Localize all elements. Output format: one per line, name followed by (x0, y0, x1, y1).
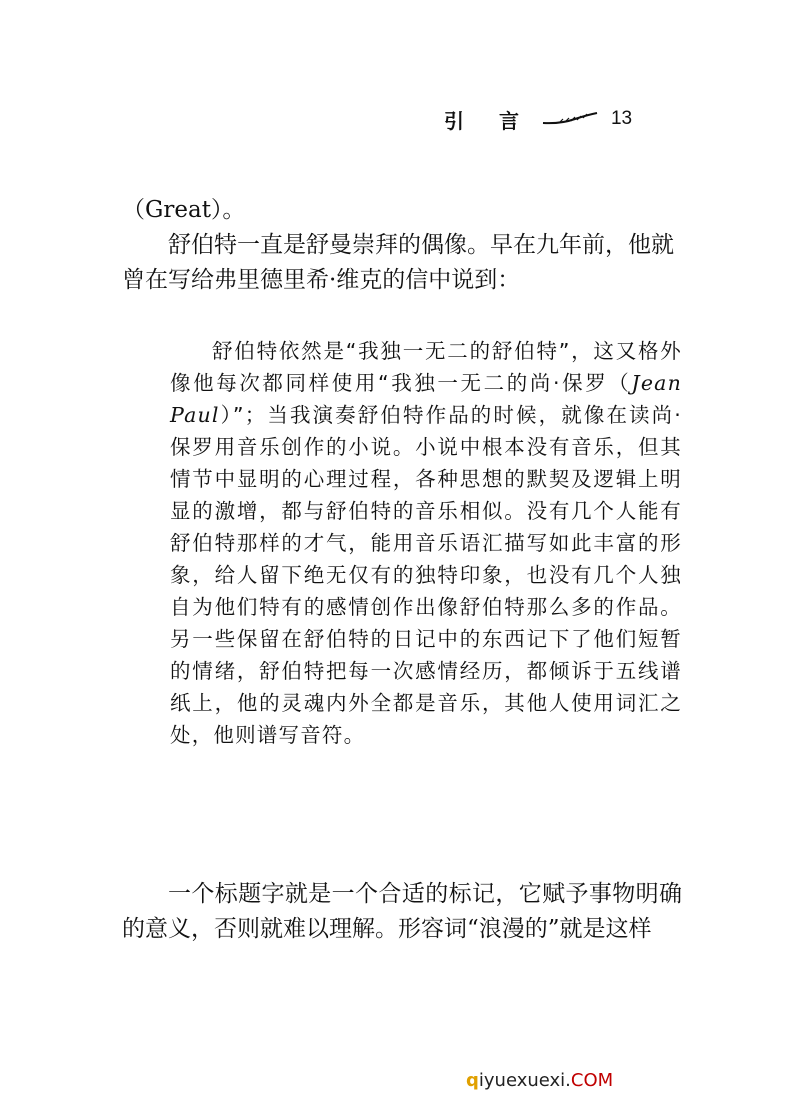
quote-text (170, 335, 682, 751)
quote-text-start: 舒伯特依然是“我独一无二的舒伯特”，这又格外像他每次都同样使用“我独一无二的尚·保罗（ (170, 339, 682, 395)
quill-flourish-icon (541, 112, 599, 126)
block-quote (170, 335, 682, 751)
site-watermark (466, 1070, 613, 1091)
text-line-continuation: （Great）。 (122, 197, 246, 223)
running-header (444, 104, 632, 134)
page-number: 13 (610, 108, 633, 129)
paragraph-text: 舒伯特一直是舒曼崇拜的偶像。早在九年前，他就曾在写给弗里德里希·维克的信中说到： (122, 232, 674, 293)
quote-italic-name: Jean Paul (170, 371, 682, 427)
watermark-q: q (466, 1070, 479, 1091)
quote-text-end: ）”；当我演奏舒伯特作品的时候，就像在读尚·保罗用音乐创作的小说。小说中根本没有音乐，但其情节中显明的心理过程，各种思想的默契及逻辑上明显的激增，都与舒伯特的音乐相似。没有几个人能有舒伯特那样的才气，能用音乐语汇描写如此丰富的形象，给人留下绝无仅有的独特印象，也没有几个人独自为他们特有的感情创作出像舒伯特那么多的作品。另一些保留在舒伯特的日记中的东西记下了他们短暂的情绪，舒伯特把每一次感情经历，都倾诉于五线谱纸上，他的灵魂内外全都是音乐，其他人使用词汇之处，他则谱写音符。 (170, 403, 682, 747)
paragraph-intro (122, 193, 682, 298)
paragraph-title-word (122, 877, 682, 947)
paragraph-text: 一个标题字就是一个合适的标记，它赋予事物明确的意义，否则就难以理解。形容词“浪漫的”就是这样 (122, 881, 682, 942)
watermark-latin: iyuexuexi. (478, 1070, 571, 1091)
watermark-com: COM (570, 1070, 614, 1091)
chapter-title: 引 言 (444, 108, 533, 133)
